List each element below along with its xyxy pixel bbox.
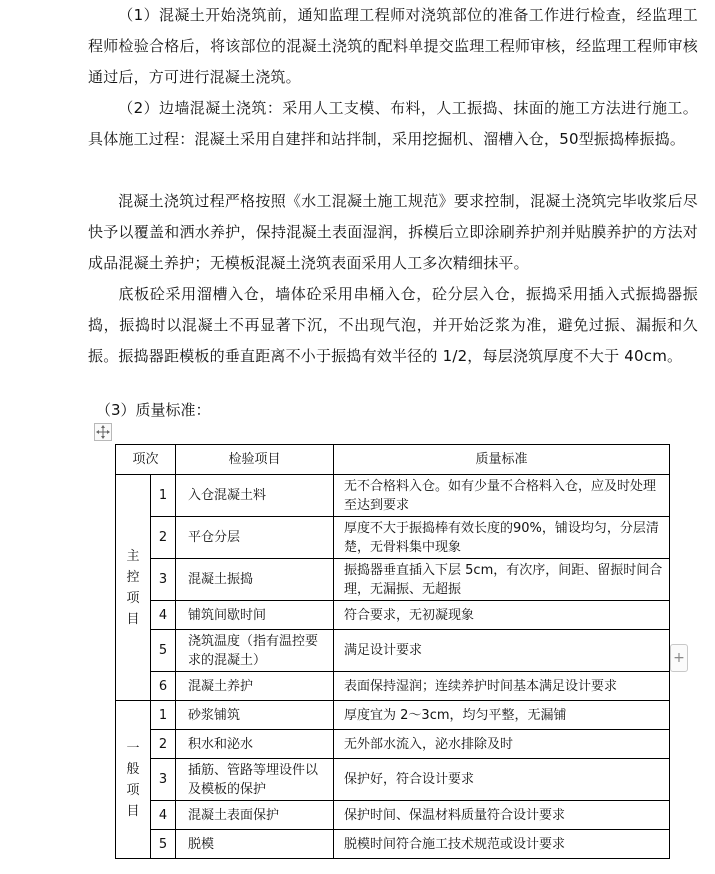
row-standard: 表面保持湿润；连续养护时间基本满足设计要求	[334, 672, 670, 701]
table-row	[116, 601, 670, 630]
row-item: 混凝土振捣	[176, 559, 334, 601]
row-item: 浇筑温度（指有温控要求的混凝土）	[176, 630, 334, 672]
row-number: 1	[151, 475, 176, 517]
row-number: 4	[151, 601, 176, 630]
section-heading: （3）质量标准：	[96, 401, 211, 419]
row-standard: 无不合格料入仓。如有少量不合格料入仓，应及时处理至达到要求	[334, 475, 670, 517]
row-standard: 厚度宜为 2～3cm，均匀平整，无漏铺	[334, 701, 670, 730]
table-row	[116, 475, 670, 517]
row-number: 3	[151, 559, 176, 601]
paragraph-1	[88, 0, 698, 93]
header-standard: 质量标准	[334, 445, 670, 475]
group-label-general: 一 般 项 目	[116, 701, 151, 859]
row-item: 混凝土表面保护	[176, 801, 334, 830]
table-header-row	[116, 445, 670, 475]
paragraph-4	[88, 279, 698, 372]
row-item: 平仓分层	[176, 517, 334, 559]
table-row	[116, 559, 670, 601]
row-item: 积水和泌水	[176, 730, 334, 759]
header-item: 检验项目	[176, 445, 334, 475]
quality-standard-table	[115, 444, 670, 859]
paragraph-2-text: （2）边墙混凝土浇筑：采用人工支模、布料，人工振捣、抹面的施工方法进行施工。具体施工过程：混凝土采用自建拌和站拌制，采用挖掘机、溜槽入仓，50型振捣棒振捣。	[88, 99, 698, 148]
row-number: 5	[151, 830, 176, 859]
table-row	[116, 672, 670, 701]
paragraph-3	[88, 186, 698, 279]
group-label-main: 主 控 项 目	[116, 475, 151, 701]
row-number: 4	[151, 801, 176, 830]
table-row	[116, 630, 670, 672]
row-item: 铺筑间歇时间	[176, 601, 334, 630]
row-number: 3	[151, 759, 176, 801]
table-row	[116, 701, 670, 730]
row-item: 脱模	[176, 830, 334, 859]
row-standard: 脱模时间符合施工技术规范或设计要求	[334, 830, 670, 859]
paragraph-3-text: 混凝土浇筑过程严格按照《水工混凝土施工规范》要求控制，混凝土浇筑完毕收浆后尽快予以覆盖和洒水养护，保持混凝土表面湿润，拆模后立即涂刷养护剂并贴膜养护的方法对成品混凝土养护；无模板混凝土浇筑表面采用人工多次精细抹平。	[88, 192, 698, 272]
paragraph-4-text: 底板砼采用溜槽入仓，墙体砼采用串桶入仓，砼分层入仓，振捣采用插入式振捣器振捣，振捣时以混凝土不再显著下沉，不出现气泡，并开始泛浆为准，避免过振、漏振和久振。振捣器距模板的垂直距离不小于振捣有效半径的 1/2，每层浇筑厚度不大于 40cm。	[88, 285, 698, 365]
row-standard: 保护时间、保温材料质量符合设计要求	[334, 801, 670, 830]
row-standard: 符合要求，无初凝现象	[334, 601, 670, 630]
row-standard: 满足设计要求	[334, 630, 670, 672]
row-number: 2	[151, 730, 176, 759]
move-arrows-icon[interactable]	[94, 423, 112, 441]
row-standard: 厚度不大于振捣棒有效长度的90%，铺设均匀，分层清楚，无骨料集中现象	[334, 517, 670, 559]
row-item: 混凝土养护	[176, 672, 334, 701]
row-number: 5	[151, 630, 176, 672]
row-standard: 振捣器垂直插入下层 5cm，有次序，间距、留振时间合理，无漏振、无超振	[334, 559, 670, 601]
paragraph-2	[88, 93, 698, 155]
row-item: 入仓混凝土料	[176, 475, 334, 517]
row-number: 1	[151, 701, 176, 730]
header-category: 项次	[116, 445, 176, 475]
table-row	[116, 517, 670, 559]
table-row	[116, 830, 670, 859]
row-item: 插筋、管路等埋设件以及模板的保护	[176, 759, 334, 801]
row-item: 砂浆铺筑	[176, 701, 334, 730]
row-standard: 保护好，符合设计要求	[334, 759, 670, 801]
table-row	[116, 801, 670, 830]
row-number: 2	[151, 517, 176, 559]
row-standard: 无外部水流入，泌水排除及时	[334, 730, 670, 759]
table-row	[116, 730, 670, 759]
paragraph-1-text: （1）混凝土开始浇筑前，通知监理工程师对浇筑部位的准备工作进行检查，经监理工程师检验合格后，将该部位的混凝土浇筑的配料单提交监理工程师审核，经监理工程师审核通过后，方可进行混凝土浇筑。	[88, 6, 698, 86]
table-row	[116, 759, 670, 801]
plus-icon[interactable]: +	[670, 644, 688, 672]
row-number: 6	[151, 672, 176, 701]
